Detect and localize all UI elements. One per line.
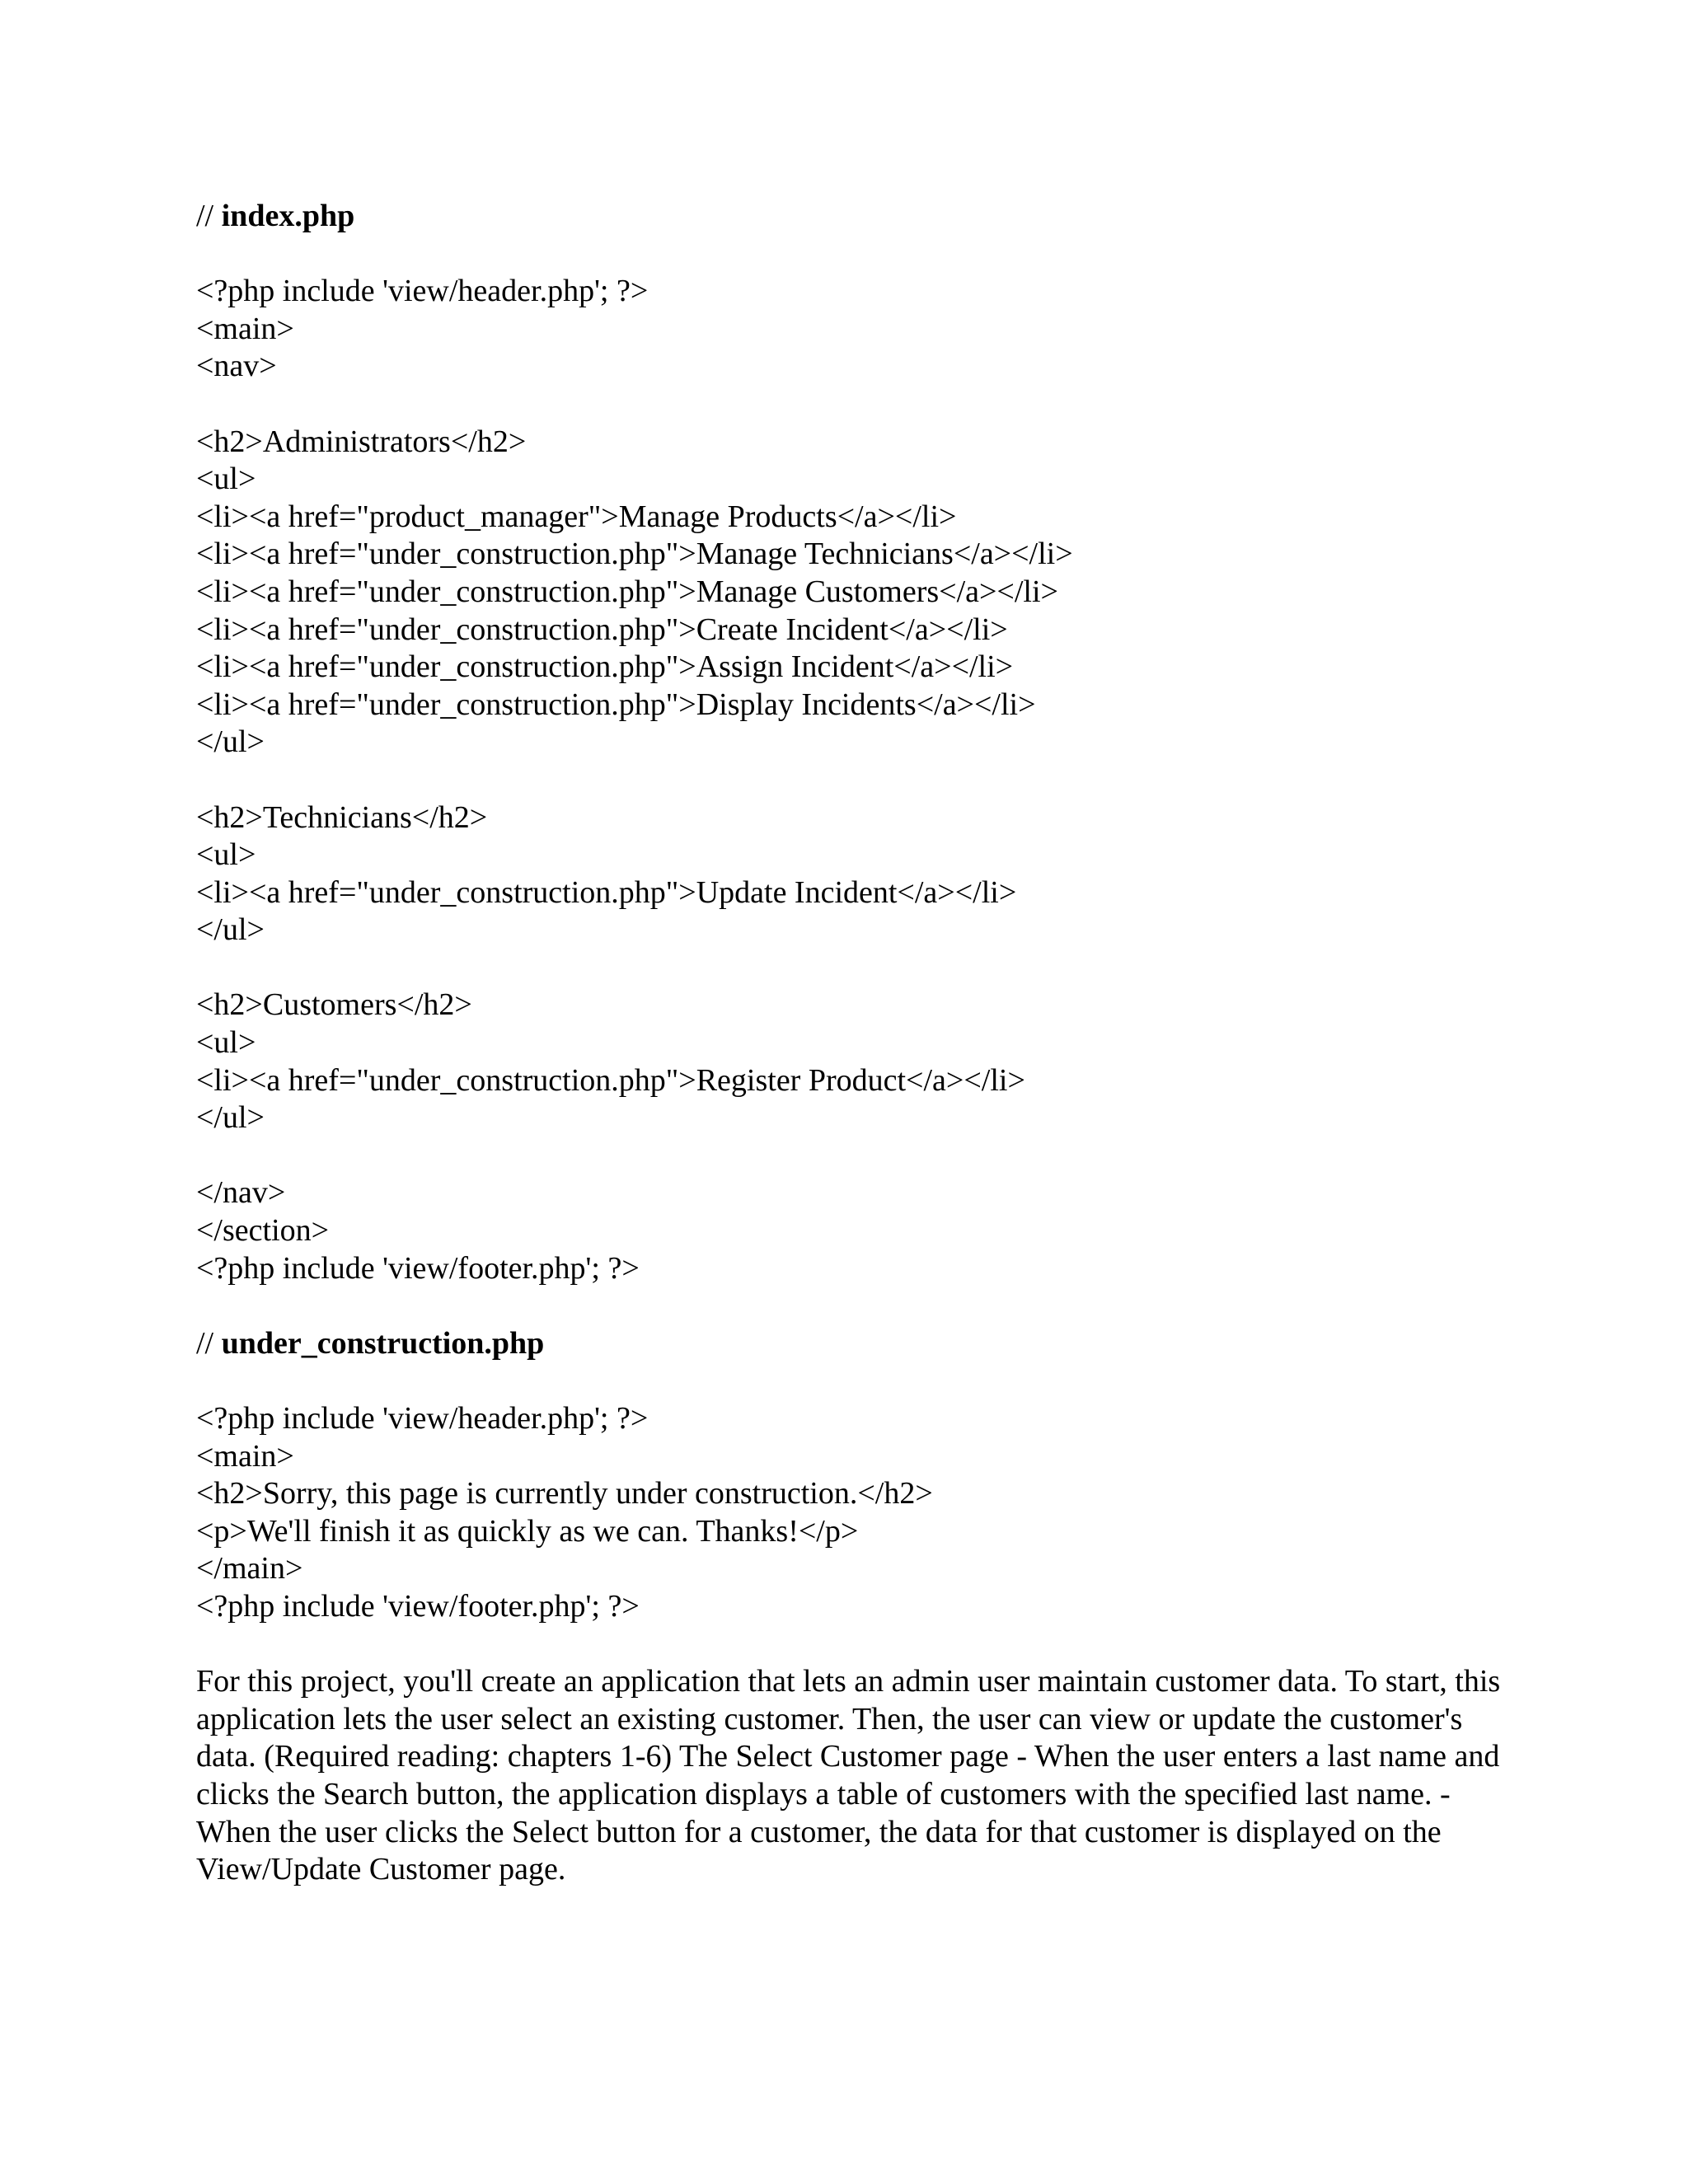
comment-prefix: // [196, 1325, 222, 1361]
file-title-index: index.php [221, 199, 355, 233]
code-line: <li><a href="under_construction.php">Assign Incident</a></li> [196, 649, 1014, 685]
code-line: <?php include 'view/footer.php'; ?> [196, 1250, 640, 1286]
code-line: </main> [196, 1551, 303, 1586]
code-line: <p>We'll finish it as quickly as we can. Thanks!</p> [196, 1513, 859, 1549]
code-line: <li><a href="under_construction.php">Register Product</a></li> [196, 1062, 1025, 1098]
blank-line [196, 236, 1515, 274]
code-line: </nav> [196, 1175, 286, 1211]
code-line [196, 949, 1515, 987]
code-line [196, 1137, 1515, 1175]
code-block-under-construction [196, 1400, 1515, 1626]
blank-line [196, 1287, 1515, 1325]
code-line: <?php include 'view/header.php'; ?> [196, 1401, 649, 1436]
code-line: <li><a href="product_manager">Manage Products</a></li> [196, 499, 957, 534]
code-line: <li><a href="under_construction.php">Display Incidents</a></li> [196, 687, 1036, 722]
code-line: <?php include 'view/footer.php'; ?> [196, 1588, 640, 1624]
section-heading-under-construction [196, 1325, 1515, 1363]
code-line: <li><a href="under_construction.php">Update Incident</a></li> [196, 874, 1017, 910]
code-line: <li><a href="under_construction.php">Manage Technicians</a></li> [196, 537, 1073, 572]
blank-line [196, 1626, 1515, 1664]
section-heading-index [196, 198, 1515, 236]
code-line: <h2>Administrators</h2> [196, 424, 527, 459]
comment-prefix: // [196, 199, 222, 233]
code-line: </ul> [196, 724, 265, 760]
document-page [196, 198, 1515, 1889]
code-line: <nav> [196, 349, 277, 384]
file-title-under-construction: under_construction.php [221, 1325, 545, 1361]
project-description: For this project, you'll create an application that lets an admin user maintain customer data. To start, this application lets the user select an existing customer. Then, the user can view or update the customer's data. (Required reading: chapters 1-6) The Select Customer page - When the user enters a last name and clicks the Search button, the application displays a table of customers with the specified last name. - When the user clicks the Select button for a customer, the data for that customer is displayed on the View/Update Customer page. [196, 1664, 1501, 1887]
code-line: <h2>Sorry, this page is currently under construction.</h2> [196, 1476, 933, 1511]
code-line: <main> [196, 1438, 294, 1474]
code-line: <li><a href="under_construction.php">Manage Customers</a></li> [196, 574, 1058, 609]
code-line: <main> [196, 311, 294, 346]
code-line: <?php include 'view/header.php'; ?> [196, 274, 649, 309]
code-line: <ul> [196, 1025, 256, 1061]
code-line: </section> [196, 1213, 330, 1249]
code-line: <h2>Technicians</h2> [196, 799, 488, 835]
code-line [196, 762, 1515, 799]
code-line [196, 386, 1515, 424]
blank-line [196, 1362, 1515, 1400]
code-line: </ul> [196, 1100, 265, 1136]
code-line: <h2>Customers</h2> [196, 987, 472, 1023]
code-line: <li><a href="under_construction.php">Create Incident</a></li> [196, 612, 1008, 647]
code-line: </ul> [196, 912, 265, 948]
code-line: <ul> [196, 837, 256, 873]
code-line: <ul> [196, 462, 256, 497]
code-block-index [196, 273, 1515, 1287]
